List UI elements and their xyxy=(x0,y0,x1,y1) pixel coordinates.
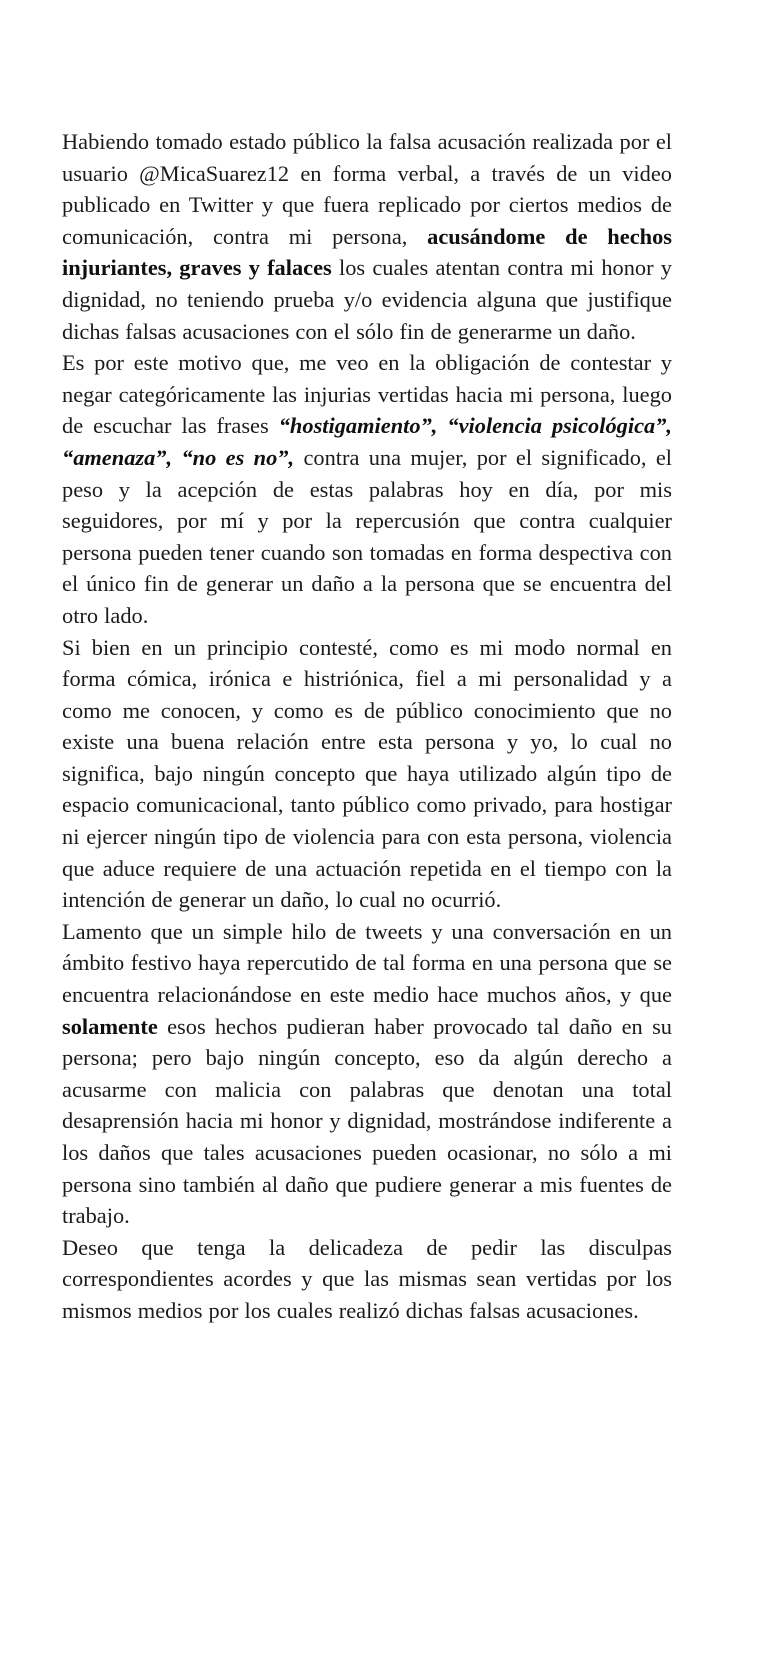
paragraph-3 xyxy=(62,632,672,916)
paragraph-1-text-2: los cuales atentan contra mi honor y dignidad, no teniendo prueba y/o evidencia alguna que justifique dichas falsas acusaciones con el sólo fin de generarme un daño. xyxy=(62,255,672,344)
paragraph-1 xyxy=(62,126,672,347)
paragraph-2-text-1: Es por este motivo que, me veo en la obligación de contestar y negar categóricamente las injurias vertidas hacia mi persona, luego de escuchar las frases xyxy=(62,350,672,439)
paragraph-4-text-2: esos hechos pudieran haber provocado tal daño en su persona; pero bajo ningún concepto, eso da algún derecho a acusarme con malicia con palabras que denotan una total desaprensión hacia mi honor y dignidad, mostrándose indiferente a los daños que tales acusaciones pueden ocasionar, no sólo a mi persona sino también al daño que pudiere generar a mis fuentes de trabajo. xyxy=(62,1013,672,1229)
paragraph-2-text-2: contra una mujer, por el significado, el peso y la acepción de estas palabras hoy en día, por mis seguidores, por mí y por la repercusión que contra cualquier persona pueden tener cuando son tomadas en forma despectiva con el único fin de generar un daño a la persona que se encuentra del otro lado. xyxy=(62,444,673,628)
paragraph-1-text-1: Habiendo tomado estado público la falsa acusación realizada por el usuario @MicaSuarez12 en forma verbal, a través de un video publicado en Twitter y que fuera replicado por ciertos medios de comunicación, contra mi persona, xyxy=(62,129,672,249)
paragraph-5-text-1: Deseo que tenga la delicadeza de pedir las disculpas correspondientes acordes y que las mismas sean vertidas por los mismos medios por los cuales realizó dichas falsas acusaciones. xyxy=(62,1234,672,1323)
paragraph-2 xyxy=(62,347,672,631)
paragraph-4-bold-solamente: solamente xyxy=(62,1013,158,1039)
paragraph-2-quoted-phrases: “hostigamiento”, “violencia psicológica”, “amenaza”, “no es no”, xyxy=(62,413,672,470)
paragraph-4 xyxy=(62,916,672,1232)
paragraph-1-bold-accusation: acusándome de hechos injuriantes, graves y falaces xyxy=(62,223,672,281)
statement-body xyxy=(62,126,672,1327)
paragraph-5 xyxy=(62,1232,672,1327)
paragraph-4-text-1: Lamento que un simple hilo de tweets y una conversación en un ámbito festivo haya repercutido de tal forma en una persona que se encuentra relacionándose en este medio hace muchos años, y que xyxy=(62,918,672,1008)
paragraph-3-text-1: Si bien en un principio contesté, como es mi modo normal en forma cómica, irónica e histriónica, fiel a mi personalidad y a como me conocen, y como es de público conocimiento que no existe una buena relación entre esta persona y yo, lo cual no significa, bajo ningún concepto que haya utilizado algún tipo de espacio comunicacional, tanto público como privado, para hostigar ni ejercer ningún tipo de violencia para con esta persona, violencia que aduce requiere de una actuación repetida en el tiempo con la intención de generar un daño, lo cual no ocurrió. xyxy=(62,634,672,913)
